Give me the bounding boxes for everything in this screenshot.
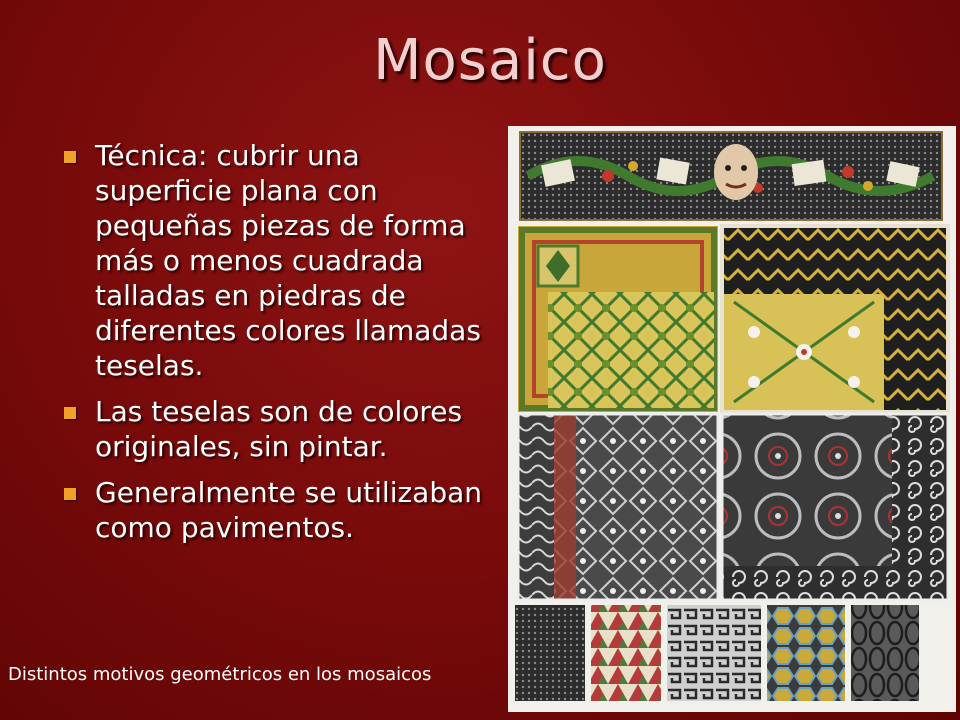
bullet-list xyxy=(60,138,500,556)
mosaic-image xyxy=(508,126,956,712)
bullet-square-icon xyxy=(64,488,76,500)
bullet-square-icon xyxy=(64,407,76,419)
bullet-text: Técnica: cubrir una superficie plana con pequeñas piezas de forma más o menos cuadrada talladas en piedras de diferentes colores llamadas teselas. xyxy=(95,139,481,382)
bullet-text: Generalmente se utilizaban como pavimentos. xyxy=(95,476,483,544)
bullet-square-icon xyxy=(64,151,76,163)
bullet-text: Las teselas son de colores originales, sin pintar. xyxy=(95,395,463,463)
bullet-item xyxy=(60,394,500,464)
slide-title: Mosaico xyxy=(373,28,607,93)
image-caption: Distintos motivos geométricos en los mosaicos xyxy=(8,664,432,685)
bullet-item xyxy=(60,138,500,383)
bullet-item xyxy=(60,475,500,545)
